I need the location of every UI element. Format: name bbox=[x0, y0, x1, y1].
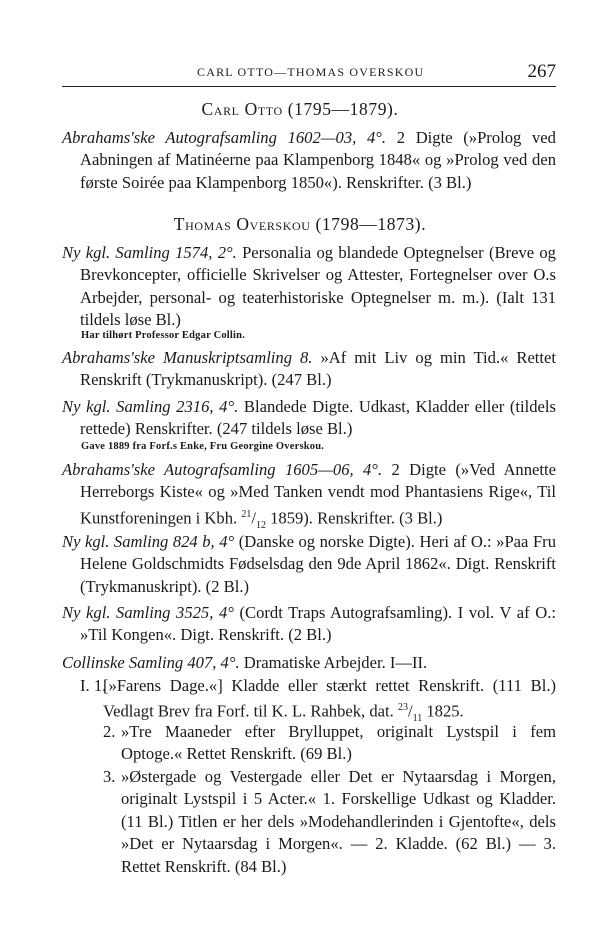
collection-reference: Ny kgl. Samling 1574, 2°. bbox=[62, 243, 237, 262]
author-name: Thomas Overskou bbox=[173, 214, 311, 234]
author-heading-carl-otto bbox=[0, 99, 600, 120]
manuscript-entry bbox=[62, 242, 556, 332]
sub-entry-number: 2. bbox=[103, 722, 116, 741]
collection-reference: Abrahams'ske Manuskriptsamling 8. bbox=[62, 348, 313, 367]
collection-reference: Abrahams'ske Autografsamling 1605—06, 4°. bbox=[62, 460, 383, 479]
manuscript-entry bbox=[62, 652, 556, 674]
entry-description-end: 1859). Renskrifter. (3 Bl.) bbox=[270, 508, 443, 528]
entry-description: 2 Digte (»Prolog ved Aabningen af Matinéerne paa Klampenborg 1848« og »Prolog ved den første Soirée paa Klampenborg 1850«). Renskrifter. (3 Bl.) bbox=[80, 128, 556, 192]
sub-entry-description: »Tre Maaneder efter Brylluppet, originalt Lystspil i fem Optoge.« Rettet Renskrift. (69 Bl.) bbox=[121, 722, 556, 764]
author-heading-thomas-overskou bbox=[0, 214, 600, 235]
date-month: 12 bbox=[255, 519, 266, 531]
author-years: (1798—1873). bbox=[315, 214, 427, 234]
page-number: 267 bbox=[527, 61, 556, 82]
manuscript-entry bbox=[62, 531, 556, 598]
sub-entry bbox=[103, 721, 556, 766]
entry-description: (Danske og norske Digte). Heri af O.: »Paa Fru Helene Goldschmidts Fødselsdag den 9de April 1862«. Digt. Renskrift (Trykmanuskript). (2 Bl.) bbox=[80, 532, 556, 596]
entry-description: (Cordt Traps Autografsamling). I vol. V af O.: »Til Kongen«. Digt. Renskrift. (2 Bl.) bbox=[80, 603, 557, 645]
author-name: Carl Otto bbox=[201, 99, 283, 119]
collection-reference: Ny kgl. Samling 3525, 4° bbox=[62, 603, 234, 622]
sub-entry-description: »Østergade og Vestergade eller Det er Nytaarsdag i Morgen, originalt Lystspil i 5 Acter.« 1. Forskellige Udkast og Kladder. (11 Bl.) Titlen er her dels »Modehandlerinden i Gjentofte«, dels »Det er Nytaarsdag i Morgen«. — 2. Kladde. (62 Bl.) — 3. Rettet Renskrift. (84 Bl.) bbox=[121, 767, 556, 876]
sub-entry-description-end: 1825. bbox=[426, 701, 464, 721]
running-head-title: CARL OTTO—THOMAS OVERSKOU bbox=[197, 65, 425, 79]
entry-description: Dramatiske Arbejder. I—II. bbox=[243, 653, 428, 672]
manuscript-entry bbox=[62, 127, 556, 194]
collection-reference: Collinske Samling 407, 4°. bbox=[62, 653, 240, 672]
entry-description: Blandede Digte. Udkast, Kladder eller (tildels rettede) Renskrifter. (247 tildels løse Bl.) bbox=[80, 397, 556, 439]
manuscript-entry: Abrahams'ske Autografsamling 1605—06, 4°. 2 Digte (»Ved Annette Herreborgs Kiste« og »Med Tanken vendt mod Phantasiens Rige«, Til Kunstforeningen i Kbh. $^{21}/_{12}$ 1859). Renskrifter. (3 Bl.) bbox=[62, 460, 556, 531]
manuscript-entry bbox=[62, 602, 556, 647]
collection-reference: Ny kgl. Samling 824 b, 4° bbox=[62, 532, 235, 551]
sub-entry: I. 1. [»Farens Dage.«] Kladde eller stærkt rettet Renskrift. (111 Bl.) Vedlagt Brev fra Forf. til K. L. Rahbek, dat. $^{23}/_{11}$ 1825. bbox=[80, 676, 556, 725]
date-month: 11 bbox=[412, 713, 423, 725]
manuscript-entry bbox=[62, 347, 556, 392]
date-day: 23 bbox=[397, 702, 408, 714]
entry-description: 2 Digte (»Ved Annette Herreborgs Kiste« og »Med Tanken vendt mod Phantasiens Rige«, Til Kunstforeningen i Kbh. bbox=[80, 460, 556, 528]
author-years: (1795—1879). bbox=[287, 99, 399, 119]
running-head bbox=[62, 62, 556, 84]
sub-entry bbox=[103, 766, 556, 878]
sub-entry-number: 3. bbox=[103, 767, 116, 786]
provenance-note: Gave 1889 fra Forf.s Enke, Fru Georgine Overskou. bbox=[81, 441, 325, 452]
sub-entry-description: [»Farens Dage.«] Kladde eller stærkt rettet Renskrift. (111 Bl.) Vedlagt Brev fra Forf. til K. L. Rahbek, dat. bbox=[103, 676, 556, 721]
manuscript-entry bbox=[62, 396, 556, 441]
provenance-note: Har tilhørt Professor Edgar Collin. bbox=[81, 330, 246, 341]
date-day: 21 bbox=[241, 508, 252, 520]
header-rule bbox=[62, 86, 556, 87]
entry-description: Personalia og blandede Optegnelser (Breve og Brevkoncepter, officielle Skrivelser og Attester, Fortegnelser over O.s Arbejder, personal- og teaterhistoriske Optegnelser m. m.). (Ialt 131 tildels løse Bl.) bbox=[80, 243, 556, 330]
collection-reference: Abrahams'ske Autografsamling 1602—03, 4°. bbox=[62, 128, 387, 147]
sub-entry-number: I. 1. bbox=[80, 676, 107, 695]
entry-description: »Af mit Liv og min Tid.« Rettet Renskrift (Trykmanuskript). (247 Bl.) bbox=[80, 348, 557, 390]
collection-reference: Ny kgl. Samling 2316, 4°. bbox=[62, 397, 239, 416]
